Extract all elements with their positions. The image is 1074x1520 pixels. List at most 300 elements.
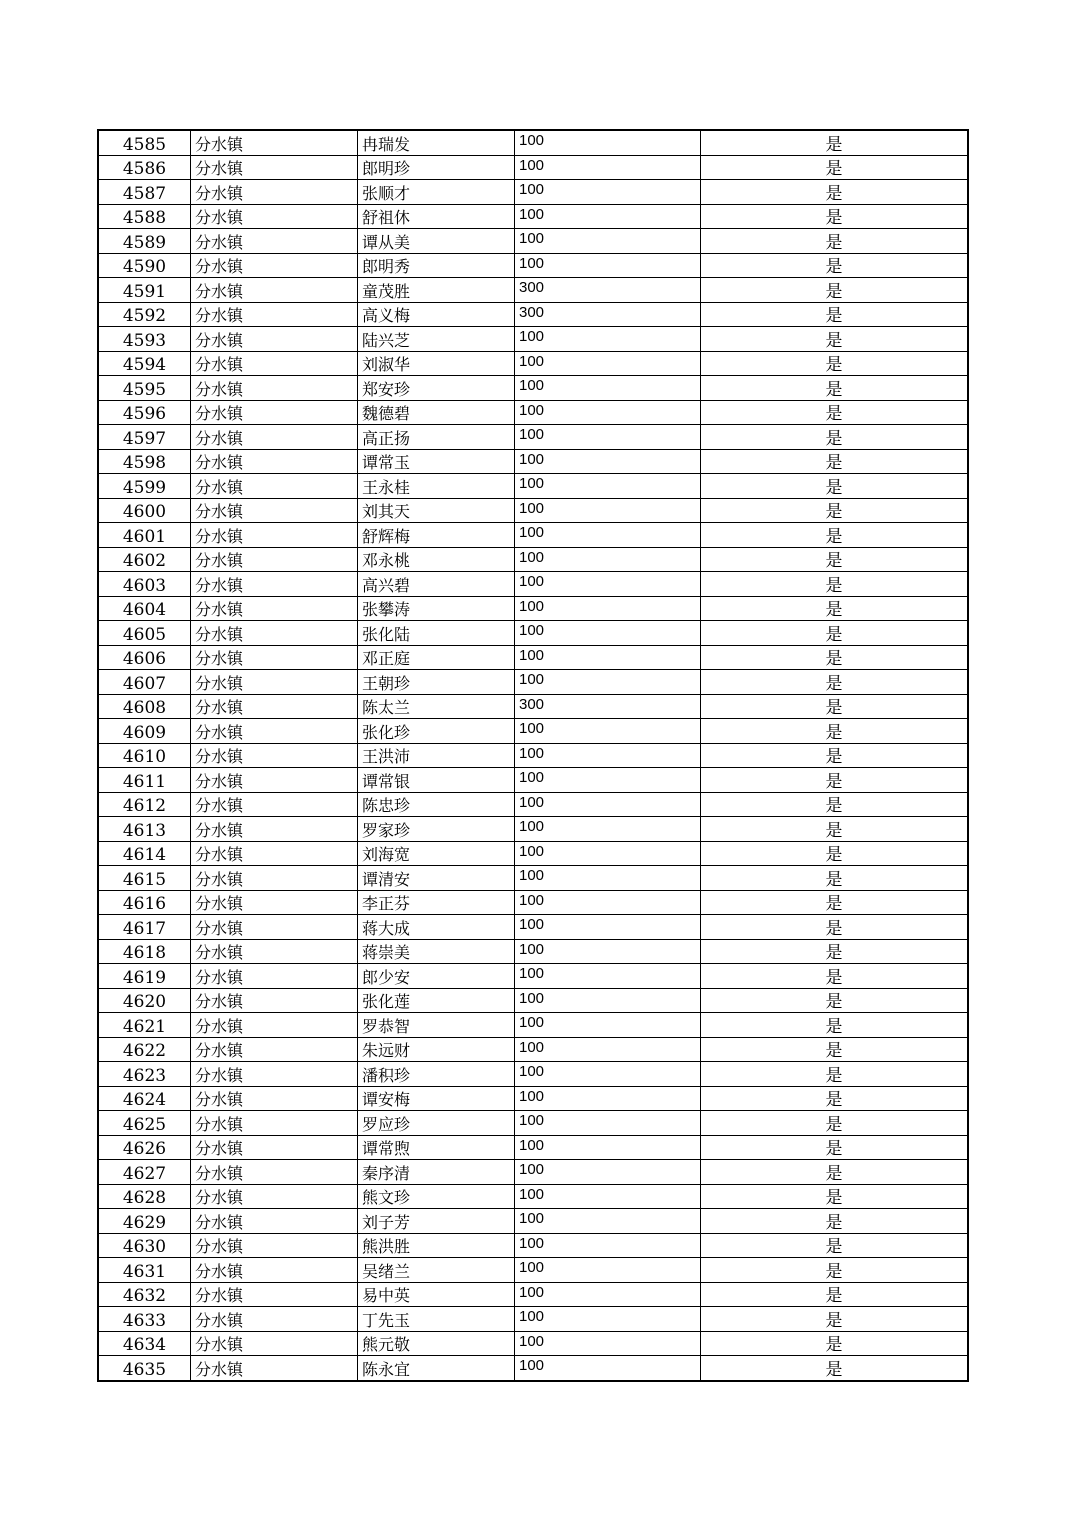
table-row bbox=[98, 278, 968, 303]
cell-amount: 100 bbox=[515, 1037, 701, 1062]
table-row bbox=[98, 645, 968, 670]
table-row bbox=[98, 400, 968, 425]
cell-town: 分水镇 bbox=[191, 1086, 358, 1111]
cell-person-name: 谭常银 bbox=[358, 768, 515, 793]
cell-serial-number: 4591 bbox=[98, 278, 191, 303]
cell-town: 分水镇 bbox=[191, 915, 358, 940]
cell-town: 分水镇 bbox=[191, 1062, 358, 1087]
cell-person-name: 熊元敬 bbox=[358, 1331, 515, 1356]
cell-flag: 是 bbox=[701, 890, 969, 915]
cell-town: 分水镇 bbox=[191, 1307, 358, 1332]
cell-town: 分水镇 bbox=[191, 351, 358, 376]
cell-serial-number: 4603 bbox=[98, 572, 191, 597]
cell-serial-number: 4600 bbox=[98, 498, 191, 523]
cell-person-name: 蒋崇美 bbox=[358, 939, 515, 964]
cell-flag: 是 bbox=[701, 204, 969, 229]
cell-amount: 100 bbox=[515, 572, 701, 597]
cell-town: 分水镇 bbox=[191, 1282, 358, 1307]
cell-person-name: 张化莲 bbox=[358, 988, 515, 1013]
cell-person-name: 童茂胜 bbox=[358, 278, 515, 303]
cell-person-name: 张顺才 bbox=[358, 180, 515, 205]
table-row bbox=[98, 890, 968, 915]
cell-person-name: 张化陆 bbox=[358, 621, 515, 646]
table-row bbox=[98, 1062, 968, 1087]
cell-flag: 是 bbox=[701, 621, 969, 646]
cell-person-name: 陈忠珍 bbox=[358, 792, 515, 817]
cell-amount: 100 bbox=[515, 817, 701, 842]
cell-serial-number: 4605 bbox=[98, 621, 191, 646]
cell-amount: 100 bbox=[515, 645, 701, 670]
table-row bbox=[98, 841, 968, 866]
table-row bbox=[98, 1013, 968, 1038]
cell-flag: 是 bbox=[701, 670, 969, 695]
cell-town: 分水镇 bbox=[191, 1233, 358, 1258]
cell-serial-number: 4624 bbox=[98, 1086, 191, 1111]
cell-town: 分水镇 bbox=[191, 645, 358, 670]
cell-serial-number: 4589 bbox=[98, 229, 191, 254]
cell-amount: 100 bbox=[515, 719, 701, 744]
cell-town: 分水镇 bbox=[191, 939, 358, 964]
cell-town: 分水镇 bbox=[191, 841, 358, 866]
cell-amount: 100 bbox=[515, 229, 701, 254]
cell-person-name: 张化珍 bbox=[358, 719, 515, 744]
table-row bbox=[98, 719, 968, 744]
cell-serial-number: 4614 bbox=[98, 841, 191, 866]
table-row bbox=[98, 253, 968, 278]
cell-person-name: 王朝珍 bbox=[358, 670, 515, 695]
cell-town: 分水镇 bbox=[191, 1013, 358, 1038]
cell-person-name: 舒辉梅 bbox=[358, 523, 515, 548]
table-row bbox=[98, 1307, 968, 1332]
cell-flag: 是 bbox=[701, 841, 969, 866]
cell-flag: 是 bbox=[701, 915, 969, 940]
cell-flag: 是 bbox=[701, 1209, 969, 1234]
cell-flag: 是 bbox=[701, 474, 969, 499]
cell-person-name: 冉瑞发 bbox=[358, 130, 515, 155]
table-row bbox=[98, 743, 968, 768]
cell-flag: 是 bbox=[701, 278, 969, 303]
cell-amount: 100 bbox=[515, 130, 701, 155]
cell-flag: 是 bbox=[701, 1111, 969, 1136]
cell-flag: 是 bbox=[701, 596, 969, 621]
cell-town: 分水镇 bbox=[191, 670, 358, 695]
cell-flag: 是 bbox=[701, 498, 969, 523]
cell-flag: 是 bbox=[701, 1356, 969, 1381]
cell-serial-number: 4618 bbox=[98, 939, 191, 964]
cell-town: 分水镇 bbox=[191, 278, 358, 303]
cell-amount: 100 bbox=[515, 523, 701, 548]
cell-person-name: 刘其天 bbox=[358, 498, 515, 523]
cell-person-name: 谭从美 bbox=[358, 229, 515, 254]
cell-flag: 是 bbox=[701, 523, 969, 548]
table-row bbox=[98, 180, 968, 205]
cell-serial-number: 4635 bbox=[98, 1356, 191, 1381]
cell-serial-number: 4587 bbox=[98, 180, 191, 205]
cell-person-name: 谭安梅 bbox=[358, 1086, 515, 1111]
cell-amount: 100 bbox=[515, 1282, 701, 1307]
cell-flag: 是 bbox=[701, 1160, 969, 1185]
table-row bbox=[98, 204, 968, 229]
cell-flag: 是 bbox=[701, 1258, 969, 1283]
cell-amount: 100 bbox=[515, 596, 701, 621]
cell-amount: 100 bbox=[515, 939, 701, 964]
cell-serial-number: 4611 bbox=[98, 768, 191, 793]
cell-person-name: 朱远财 bbox=[358, 1037, 515, 1062]
cell-person-name: 刘子芳 bbox=[358, 1209, 515, 1234]
cell-serial-number: 4632 bbox=[98, 1282, 191, 1307]
cell-serial-number: 4610 bbox=[98, 743, 191, 768]
table-row bbox=[98, 376, 968, 401]
cell-serial-number: 4586 bbox=[98, 155, 191, 180]
cell-person-name: 潘积珍 bbox=[358, 1062, 515, 1087]
cell-flag: 是 bbox=[701, 743, 969, 768]
cell-amount: 300 bbox=[515, 302, 701, 327]
cell-serial-number: 4621 bbox=[98, 1013, 191, 1038]
table-row bbox=[98, 1135, 968, 1160]
cell-serial-number: 4585 bbox=[98, 130, 191, 155]
table-row bbox=[98, 425, 968, 450]
table-row bbox=[98, 694, 968, 719]
cell-amount: 100 bbox=[515, 1356, 701, 1381]
cell-serial-number: 4596 bbox=[98, 400, 191, 425]
cell-person-name: 陈永宜 bbox=[358, 1356, 515, 1381]
cell-town: 分水镇 bbox=[191, 180, 358, 205]
cell-person-name: 谭常玉 bbox=[358, 449, 515, 474]
cell-town: 分水镇 bbox=[191, 719, 358, 744]
cell-amount: 100 bbox=[515, 670, 701, 695]
table-row bbox=[98, 327, 968, 352]
cell-serial-number: 4630 bbox=[98, 1233, 191, 1258]
cell-person-name: 张攀涛 bbox=[358, 596, 515, 621]
table-row bbox=[98, 792, 968, 817]
cell-flag: 是 bbox=[701, 1135, 969, 1160]
cell-town: 分水镇 bbox=[191, 1037, 358, 1062]
cell-town: 分水镇 bbox=[191, 817, 358, 842]
cell-amount: 100 bbox=[515, 1307, 701, 1332]
cell-serial-number: 4620 bbox=[98, 988, 191, 1013]
cell-person-name: 高兴碧 bbox=[358, 572, 515, 597]
table-row bbox=[98, 596, 968, 621]
cell-flag: 是 bbox=[701, 155, 969, 180]
cell-town: 分水镇 bbox=[191, 302, 358, 327]
cell-town: 分水镇 bbox=[191, 474, 358, 499]
cell-amount: 100 bbox=[515, 1209, 701, 1234]
cell-serial-number: 4626 bbox=[98, 1135, 191, 1160]
cell-flag: 是 bbox=[701, 327, 969, 352]
cell-town: 分水镇 bbox=[191, 253, 358, 278]
cell-serial-number: 4592 bbox=[98, 302, 191, 327]
cell-flag: 是 bbox=[701, 376, 969, 401]
cell-amount: 100 bbox=[515, 180, 701, 205]
cell-flag: 是 bbox=[701, 768, 969, 793]
cell-town: 分水镇 bbox=[191, 866, 358, 891]
cell-person-name: 刘海宽 bbox=[358, 841, 515, 866]
cell-person-name: 罗应珍 bbox=[358, 1111, 515, 1136]
table-row bbox=[98, 155, 968, 180]
cell-flag: 是 bbox=[701, 572, 969, 597]
data-table bbox=[97, 129, 969, 1382]
cell-flag: 是 bbox=[701, 351, 969, 376]
cell-flag: 是 bbox=[701, 1062, 969, 1087]
cell-flag: 是 bbox=[701, 1331, 969, 1356]
table-row bbox=[98, 670, 968, 695]
cell-amount: 100 bbox=[515, 1111, 701, 1136]
cell-serial-number: 4623 bbox=[98, 1062, 191, 1087]
cell-person-name: 罗恭智 bbox=[358, 1013, 515, 1038]
cell-serial-number: 4616 bbox=[98, 890, 191, 915]
cell-person-name: 邓永桃 bbox=[358, 547, 515, 572]
cell-amount: 100 bbox=[515, 155, 701, 180]
cell-town: 分水镇 bbox=[191, 130, 358, 155]
cell-town: 分水镇 bbox=[191, 1209, 358, 1234]
cell-serial-number: 4606 bbox=[98, 645, 191, 670]
cell-person-name: 郎明秀 bbox=[358, 253, 515, 278]
cell-amount: 100 bbox=[515, 400, 701, 425]
cell-serial-number: 4607 bbox=[98, 670, 191, 695]
cell-flag: 是 bbox=[701, 792, 969, 817]
cell-town: 分水镇 bbox=[191, 572, 358, 597]
table-row bbox=[98, 817, 968, 842]
cell-person-name: 刘淑华 bbox=[358, 351, 515, 376]
cell-amount: 100 bbox=[515, 743, 701, 768]
cell-town: 分水镇 bbox=[191, 523, 358, 548]
cell-town: 分水镇 bbox=[191, 743, 358, 768]
table-row bbox=[98, 547, 968, 572]
cell-town: 分水镇 bbox=[191, 229, 358, 254]
cell-amount: 100 bbox=[515, 498, 701, 523]
cell-serial-number: 4629 bbox=[98, 1209, 191, 1234]
cell-flag: 是 bbox=[701, 130, 969, 155]
cell-person-name: 熊洪胜 bbox=[358, 1233, 515, 1258]
cell-serial-number: 4628 bbox=[98, 1184, 191, 1209]
table-row bbox=[98, 302, 968, 327]
table-row bbox=[98, 1233, 968, 1258]
cell-person-name: 舒祖休 bbox=[358, 204, 515, 229]
cell-serial-number: 4593 bbox=[98, 327, 191, 352]
table-row bbox=[98, 1160, 968, 1185]
cell-flag: 是 bbox=[701, 694, 969, 719]
cell-serial-number: 4588 bbox=[98, 204, 191, 229]
cell-person-name: 陆兴芝 bbox=[358, 327, 515, 352]
cell-town: 分水镇 bbox=[191, 1135, 358, 1160]
cell-town: 分水镇 bbox=[191, 204, 358, 229]
cell-amount: 100 bbox=[515, 204, 701, 229]
cell-amount: 100 bbox=[515, 915, 701, 940]
table-row bbox=[98, 939, 968, 964]
cell-amount: 100 bbox=[515, 1086, 701, 1111]
cell-person-name: 高义梅 bbox=[358, 302, 515, 327]
cell-serial-number: 4615 bbox=[98, 866, 191, 891]
cell-town: 分水镇 bbox=[191, 596, 358, 621]
cell-amount: 100 bbox=[515, 351, 701, 376]
cell-amount: 100 bbox=[515, 327, 701, 352]
cell-flag: 是 bbox=[701, 1037, 969, 1062]
cell-person-name: 高正扬 bbox=[358, 425, 515, 450]
table-row bbox=[98, 474, 968, 499]
cell-town: 分水镇 bbox=[191, 449, 358, 474]
cell-serial-number: 4625 bbox=[98, 1111, 191, 1136]
cell-person-name: 王永桂 bbox=[358, 474, 515, 499]
table-row bbox=[98, 1258, 968, 1283]
table-row bbox=[98, 1184, 968, 1209]
cell-person-name: 丁先玉 bbox=[358, 1307, 515, 1332]
table-row bbox=[98, 229, 968, 254]
cell-town: 分水镇 bbox=[191, 327, 358, 352]
cell-town: 分水镇 bbox=[191, 694, 358, 719]
table-row bbox=[98, 1331, 968, 1356]
cell-town: 分水镇 bbox=[191, 621, 358, 646]
cell-serial-number: 4613 bbox=[98, 817, 191, 842]
cell-amount: 100 bbox=[515, 1160, 701, 1185]
table-row bbox=[98, 1037, 968, 1062]
cell-serial-number: 4617 bbox=[98, 915, 191, 940]
cell-person-name: 蒋大成 bbox=[358, 915, 515, 940]
cell-person-name: 魏德碧 bbox=[358, 400, 515, 425]
cell-flag: 是 bbox=[701, 1307, 969, 1332]
cell-serial-number: 4622 bbox=[98, 1037, 191, 1062]
cell-town: 分水镇 bbox=[191, 1160, 358, 1185]
cell-serial-number: 4619 bbox=[98, 964, 191, 989]
cell-flag: 是 bbox=[701, 1086, 969, 1111]
cell-serial-number: 4609 bbox=[98, 719, 191, 744]
cell-flag: 是 bbox=[701, 400, 969, 425]
cell-amount: 100 bbox=[515, 1233, 701, 1258]
cell-person-name: 熊文珍 bbox=[358, 1184, 515, 1209]
cell-serial-number: 4633 bbox=[98, 1307, 191, 1332]
cell-amount: 300 bbox=[515, 278, 701, 303]
cell-serial-number: 4602 bbox=[98, 547, 191, 572]
table-row bbox=[98, 1282, 968, 1307]
cell-flag: 是 bbox=[701, 719, 969, 744]
cell-amount: 100 bbox=[515, 1184, 701, 1209]
cell-person-name: 邓正庭 bbox=[358, 645, 515, 670]
cell-flag: 是 bbox=[701, 866, 969, 891]
cell-town: 分水镇 bbox=[191, 376, 358, 401]
cell-amount: 100 bbox=[515, 474, 701, 499]
cell-serial-number: 4627 bbox=[98, 1160, 191, 1185]
cell-town: 分水镇 bbox=[191, 1356, 358, 1381]
table-row bbox=[98, 498, 968, 523]
cell-person-name: 罗家珍 bbox=[358, 817, 515, 842]
table-row bbox=[98, 866, 968, 891]
cell-town: 分水镇 bbox=[191, 155, 358, 180]
cell-flag: 是 bbox=[701, 547, 969, 572]
cell-amount: 100 bbox=[515, 1331, 701, 1356]
cell-person-name: 吴绪兰 bbox=[358, 1258, 515, 1283]
cell-flag: 是 bbox=[701, 180, 969, 205]
cell-amount: 100 bbox=[515, 547, 701, 572]
cell-amount: 100 bbox=[515, 1258, 701, 1283]
cell-town: 分水镇 bbox=[191, 498, 358, 523]
table-row bbox=[98, 621, 968, 646]
cell-flag: 是 bbox=[701, 1184, 969, 1209]
cell-amount: 100 bbox=[515, 792, 701, 817]
cell-flag: 是 bbox=[701, 1013, 969, 1038]
table-row bbox=[98, 768, 968, 793]
cell-flag: 是 bbox=[701, 302, 969, 327]
cell-town: 分水镇 bbox=[191, 1184, 358, 1209]
table-row bbox=[98, 1356, 968, 1381]
table-row bbox=[98, 351, 968, 376]
cell-person-name: 陈太兰 bbox=[358, 694, 515, 719]
cell-serial-number: 4597 bbox=[98, 425, 191, 450]
table-body bbox=[98, 130, 968, 1381]
cell-person-name: 郑安珍 bbox=[358, 376, 515, 401]
cell-amount: 100 bbox=[515, 253, 701, 278]
cell-amount: 100 bbox=[515, 890, 701, 915]
cell-flag: 是 bbox=[701, 1282, 969, 1307]
cell-town: 分水镇 bbox=[191, 400, 358, 425]
cell-flag: 是 bbox=[701, 988, 969, 1013]
table-row bbox=[98, 1086, 968, 1111]
cell-flag: 是 bbox=[701, 253, 969, 278]
cell-serial-number: 4601 bbox=[98, 523, 191, 548]
table-row bbox=[98, 915, 968, 940]
cell-town: 分水镇 bbox=[191, 890, 358, 915]
cell-person-name: 王洪沛 bbox=[358, 743, 515, 768]
cell-serial-number: 4595 bbox=[98, 376, 191, 401]
cell-town: 分水镇 bbox=[191, 964, 358, 989]
cell-town: 分水镇 bbox=[191, 1111, 358, 1136]
cell-amount: 300 bbox=[515, 694, 701, 719]
cell-amount: 100 bbox=[515, 1135, 701, 1160]
cell-flag: 是 bbox=[701, 939, 969, 964]
cell-town: 分水镇 bbox=[191, 1258, 358, 1283]
cell-serial-number: 4608 bbox=[98, 694, 191, 719]
cell-person-name: 郎少安 bbox=[358, 964, 515, 989]
cell-serial-number: 4590 bbox=[98, 253, 191, 278]
cell-person-name: 谭清安 bbox=[358, 866, 515, 891]
table-row bbox=[98, 449, 968, 474]
cell-flag: 是 bbox=[701, 229, 969, 254]
cell-flag: 是 bbox=[701, 449, 969, 474]
cell-town: 分水镇 bbox=[191, 547, 358, 572]
cell-amount: 100 bbox=[515, 1062, 701, 1087]
cell-serial-number: 4599 bbox=[98, 474, 191, 499]
cell-person-name: 秦序清 bbox=[358, 1160, 515, 1185]
cell-amount: 100 bbox=[515, 866, 701, 891]
cell-person-name: 谭常煦 bbox=[358, 1135, 515, 1160]
cell-flag: 是 bbox=[701, 425, 969, 450]
cell-person-name: 易中英 bbox=[358, 1282, 515, 1307]
cell-serial-number: 4604 bbox=[98, 596, 191, 621]
cell-serial-number: 4612 bbox=[98, 792, 191, 817]
table-row bbox=[98, 1209, 968, 1234]
table-row bbox=[98, 988, 968, 1013]
table-row bbox=[98, 1111, 968, 1136]
cell-amount: 100 bbox=[515, 621, 701, 646]
cell-flag: 是 bbox=[701, 645, 969, 670]
cell-serial-number: 4634 bbox=[98, 1331, 191, 1356]
table-row bbox=[98, 572, 968, 597]
cell-serial-number: 4598 bbox=[98, 449, 191, 474]
cell-person-name: 李正芬 bbox=[358, 890, 515, 915]
cell-amount: 100 bbox=[515, 449, 701, 474]
cell-amount: 100 bbox=[515, 1013, 701, 1038]
cell-flag: 是 bbox=[701, 1233, 969, 1258]
cell-person-name: 郎明珍 bbox=[358, 155, 515, 180]
table-row bbox=[98, 964, 968, 989]
cell-serial-number: 4594 bbox=[98, 351, 191, 376]
cell-amount: 100 bbox=[515, 964, 701, 989]
cell-flag: 是 bbox=[701, 964, 969, 989]
cell-flag: 是 bbox=[701, 817, 969, 842]
cell-town: 分水镇 bbox=[191, 1331, 358, 1356]
cell-town: 分水镇 bbox=[191, 768, 358, 793]
cell-town: 分水镇 bbox=[191, 425, 358, 450]
cell-amount: 100 bbox=[515, 425, 701, 450]
cell-town: 分水镇 bbox=[191, 988, 358, 1013]
